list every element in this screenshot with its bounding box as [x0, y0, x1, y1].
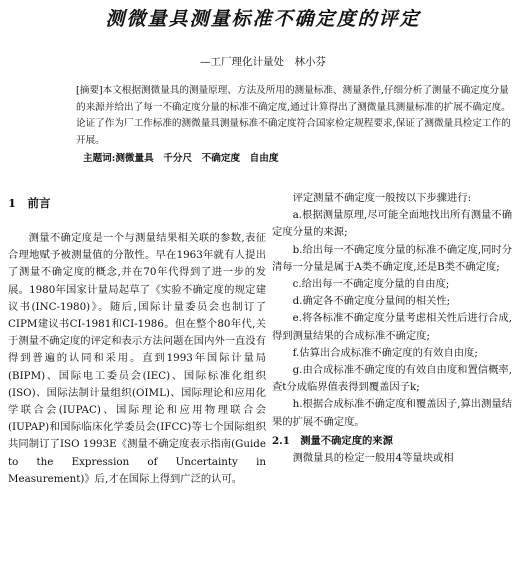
subsection-2-1-heading: 2.1 测量不确定度的来源 — [272, 434, 393, 447]
step-d: d.确定各不确定度分量间的相关性; — [292, 295, 451, 308]
step-f: f.估算出合成标准不确定度的有效自由度; — [292, 346, 478, 359]
section-1-body: 测量不确定度是一个与测量结果相关联的参数,表征合理地赋予被测量值的分散性。早在1963年就有人提出了测量不确定度的概念,并在70年代得到了进一步的发展。1980年国家计量局起草了《实验不确定度的规定建议书(INC-1980)》。随后,国际计量委员会也制订了CIPM建议书CI-1981和CI-1986。但在整个80年代,关于测量不确定度的评定和表示方法问题在国内外一直没有得到普遍的认同和采用。直到1993年国际计量局(BIPM)、国际电工委员会(IEC)、国际标准化组织(ISO)、国际法制计量组织(OIML)、国际理论和应用化学联合会(IUPAC)、国际理论和应用物理联合会(IUPAP)和国际临床化学委员会(IFCC)等七个国际组织共同制订了ISO 1993E《测量不确定度表示指南(Guide to the Expression of Uncertainty in Measurement)》后,才在国际上得到广泛的认可。 — [8, 232, 266, 485]
step-h: h.根据合成标准不确定度和覆盖因子,算出测量结果的扩展不确定度。 — [272, 398, 512, 428]
author-line: —工厂理化计量处 林小芬 — [200, 56, 326, 68]
abstract: [摘要]本文根据测微量具的测量原理、方法及所用的测量标准、测量条件,仔细分析了测量不确定度分量的来源并给出了每一不确定度分量的标准不确定度,通过计算得出了测微量具测量标准的扩展不确定度。论证了作为厂工作标准的测微量具测量标准不确定度符合国家检定规程要求,保证了测微量具检定工作的开展。 — [76, 85, 511, 146]
subsection-2-1-text: 测微量具的检定一般用4等量块或相 — [292, 452, 454, 465]
step-b: b.给出每一不确定度分量的标准不确定度,同时分清每一分量是属于A类不确定度,还是B类不确定度; — [272, 243, 512, 273]
keywords: 主题词:测微量具 千分尺 不确定度 自由度 — [83, 153, 279, 164]
paper-title: 测微量具测量标准不确定度的评定 — [105, 8, 421, 30]
step-g: g.由合成标准不确定度的有效自由度和置信概率,查t分成临界值表得到覆盖因子k; — [272, 364, 512, 394]
step-c: c.给出每一不确定度分量的自由度; — [292, 278, 450, 291]
section-1-heading: 1 前言 — [8, 196, 51, 210]
right-column — [272, 190, 512, 467]
step-e: e.将各标准不确定度分量考虑相关性后进行合成,得到测量结果的合成标准不确定度; — [272, 312, 512, 342]
steps-intro: 评定测量不确定度一般按以下步骤进行: — [292, 192, 472, 204]
step-a: a.根据测量原理,尽可能全面地找出所有测量不确定度分量的来源; — [272, 209, 512, 239]
